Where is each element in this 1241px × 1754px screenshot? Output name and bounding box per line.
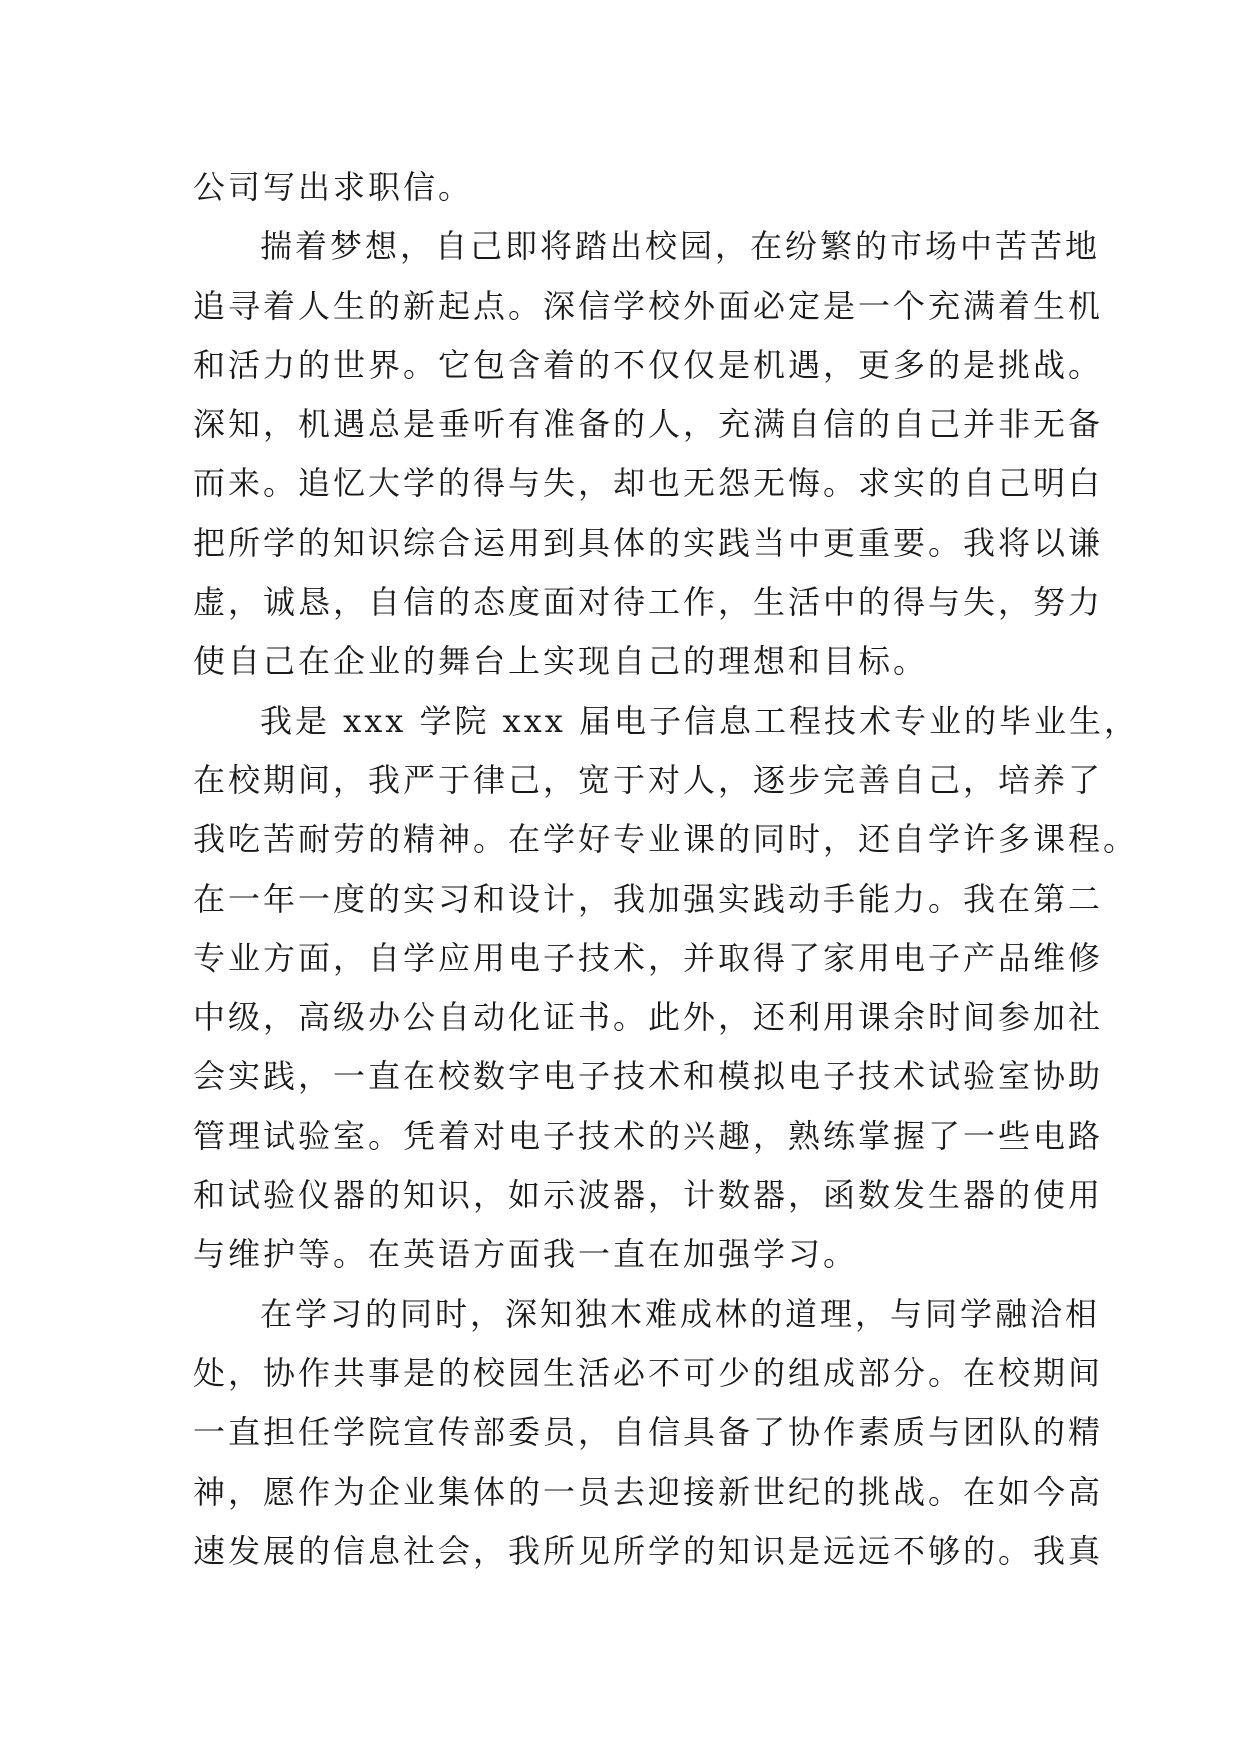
text-line: 公司写出求职信。 — [193, 168, 474, 206]
text-line: 把所学的知识综合运用到具体的实践当中更重要。我将以谦 — [193, 523, 1104, 562]
text-line: 我吃苦耐劳的精神。在学好专业课的同时，还自学许多课程。 — [193, 820, 1139, 859]
text-line: 在学习的同时，深知独木难成林的道理，与同学融洽相 — [260, 1294, 1101, 1333]
text-line: 虚，诚恳，自信的态度面对待工作，生活中的得与失，努力 — [193, 583, 1104, 622]
text-line: 会实践，一直在校数字电子技术和模拟电子技术试验室协助 — [193, 1057, 1104, 1096]
paragraph — [193, 1285, 1104, 1581]
text-line: 我是 xxx 学院 xxx 届电子信息工程技术专业的毕业生， — [260, 701, 1139, 740]
paragraph — [193, 217, 1104, 691]
text-line: 管理试验室。凭着对电子技术的兴趣，熟练掌握了一些电路 — [193, 1116, 1104, 1155]
text-line: 揣着梦想，自己即将踏出校园，在纷繁的市场中苦苦地 — [260, 227, 1101, 266]
paragraph — [193, 158, 1073, 217]
text-line: 一直担任学院宣传部委员，自信具备了协作素质与团队的精 — [193, 1413, 1104, 1452]
text-line: 和试验仪器的知识，如示波器，计数器，函数发生器的使用 — [193, 1176, 1104, 1215]
text-line: 深知，机遇总是垂听有准备的人，充满自信的自己并非无备 — [193, 405, 1104, 444]
text-line: 中级，高级办公自动化证书。此外，还利用课余时间参加社 — [193, 998, 1104, 1037]
text-line: 在一年一度的实习和设计，我加强实践动手能力。我在第二 — [193, 879, 1104, 918]
text-line: 在校期间，我严于律己，宽于对人，逐步完善自己，培养了 — [193, 760, 1104, 799]
paragraph — [193, 692, 1139, 1285]
text-line: 追寻着人生的新起点。深信学校外面必定是一个充满着生机 — [193, 286, 1104, 325]
text-line: 与维护等。在英语方面我一直在加强学习。 — [193, 1235, 859, 1274]
document-body — [193, 158, 1139, 1581]
text-line: 神，愿作为企业集体的一员去迎接新世纪的挑战。在如今高 — [193, 1472, 1104, 1511]
text-line: 和活力的世界。它包含着的不仅仅是机遇，更多的是挑战。 — [193, 345, 1104, 384]
text-line: 使自己在企业的舞台上实现自己的理想和目标。 — [193, 642, 929, 681]
text-line: 专业方面，自学应用电子技术，并取得了家用电子产品维修 — [193, 938, 1104, 977]
text-line: 处，协作共事是的校园生活必不可少的组成部分。在校期间 — [193, 1353, 1104, 1392]
text-line: 而来。追忆大学的得与失，却也无怨无悔。求实的自己明白 — [193, 464, 1104, 503]
text-line: 速发展的信息社会，我所见所学的知识是远远不够的。我真 — [193, 1531, 1104, 1570]
